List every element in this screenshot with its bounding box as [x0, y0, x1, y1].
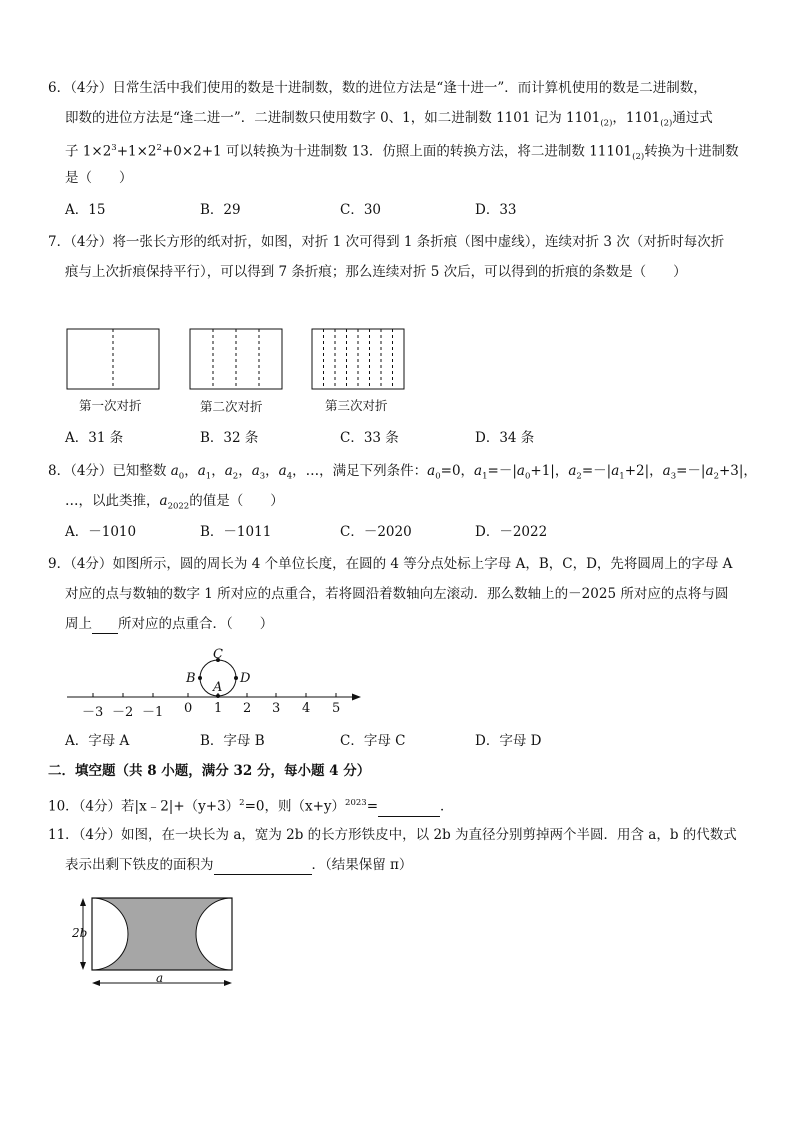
q7-option-d[interactable]: D．34 条 [475, 430, 535, 446]
label-a: a [156, 971, 164, 985]
q6-option-c[interactable]: C．30 [340, 202, 382, 218]
q6-option-a[interactable]: A．15 [65, 202, 106, 218]
q9-option-c[interactable]: C．字母 C [340, 733, 406, 749]
q9-line3: 周上 所对应的点重合．（ ） [65, 616, 274, 632]
q8-line2: …，以此类推，$a_{2022}$的值是（ ） [65, 493, 284, 512]
q7-line1: 7．（4分）将一张长方形的纸对折，如图，对折 1 次可得到 1 条折痕（图中虚线），连续对折 3 次（对折时每次折 [48, 234, 725, 250]
q7-line2: 痕与上次折痕保持平行），可以得到 7 条折痕；那么连续对折 5 次后，可以得到的折痕的条数是（ ） [65, 264, 687, 280]
q6-line1: 6．（4分）日常生活中我们使用的数是十进制数，数的进位方法是“逢十进一”．而计算机使用的数是二进制数， [48, 80, 707, 96]
q6-option-d[interactable]: D．33 [475, 202, 517, 218]
q8-option-a[interactable]: A．－1010 [65, 524, 137, 540]
tick-label: －1 [142, 705, 164, 720]
q9-option-d[interactable]: D．字母 D [475, 733, 542, 749]
q9-option-a[interactable]: A．字母 A [65, 733, 130, 749]
q11-line2: 表示出剩下铁皮的面积为 ．（结果保留 π） [65, 857, 413, 873]
tick-label: 4 [302, 701, 311, 716]
caption-fold-3: 第三次对折 [325, 398, 388, 413]
q9-option-b[interactable]: B．字母 B [200, 733, 265, 749]
q8-option-c[interactable]: C．－2020 [340, 524, 412, 540]
tick-label: 2 [243, 701, 252, 716]
tick-label: 3 [272, 701, 281, 716]
section-heading-fill-in: 二．填空题（共 8 小题，满分 32 分，每小题 4 分） [48, 763, 371, 779]
q6-line3: 子 $1\times 2^3+1\times 2^2+0\times 2+1$ 可以转换为十进制数 13．仿照上面的转换方法，将二进制数 $11101_{(2)}$转换为十进制数 [65, 143, 739, 163]
caption-fold-2: 第二次对折 [200, 399, 263, 414]
label-b: B [186, 671, 196, 686]
tick-label: 0 [184, 701, 193, 716]
q9-line2: 对应的点与数轴的数字 1 所对应的点重合，若将圆沿着数轴向左滚动．那么数轴上的－2025 所对应的点将与圆 [65, 586, 729, 602]
tick-label: 1 [214, 701, 223, 716]
q8-option-d[interactable]: D．－2022 [475, 524, 548, 540]
label-a: A [213, 680, 223, 695]
tick-label: 5 [332, 701, 341, 716]
q9-line1: 9．（4分）如图所示，圆的周长为 4 个单位长度，在圆的 4 等分点处标上字母 A，B，C，D，先将圆周上的字母 A [48, 556, 733, 572]
caption-fold-1: 第一次对折 [79, 398, 142, 413]
tick-label: －3 [82, 705, 104, 720]
q6-line2: 即数的进位方法是“逢二进一”．二进制数只使用数字 0、1，如二进制数 1101 记为 $1101_{(2)}$，$1101_{(2)}$通过式 [65, 110, 713, 129]
q7-option-c[interactable]: C．33 条 [340, 430, 399, 446]
q8-line1: 8．（4分）已知整数 $a_0$，$a_1$，$a_2$，$a_3$，$a_4$，…，满足下列条件：$a_0=0$，$a_1=-|a_0+1|$，$a_2=-|a_1+2|$，$a_3=-|a_2+3|$， [48, 463, 757, 482]
q6-option-b[interactable]: B．29 [200, 202, 241, 218]
q10-line: 10．（4分）若$|x﹣2|+(y+3)^2=0$，则$(x+y)^{2023}=$ ． [48, 798, 454, 815]
label-c: C [213, 647, 223, 662]
label-2b: 2b [72, 926, 88, 940]
q8-option-b[interactable]: B．－1011 [200, 524, 272, 540]
label-d: D [240, 671, 251, 686]
q7-option-a[interactable]: A．31 条 [65, 430, 124, 446]
q6-line4: 是（ ） [65, 170, 133, 186]
q7-option-b[interactable]: B．32 条 [200, 430, 259, 446]
q11-line1: 11．（4分）如图，在一块长为 a，宽为 2b 的长方形铁皮中，以 2b 为直径分别剪掉两个半圆．用含 a，b 的代数式 [48, 827, 737, 843]
tick-label: －2 [112, 705, 134, 720]
